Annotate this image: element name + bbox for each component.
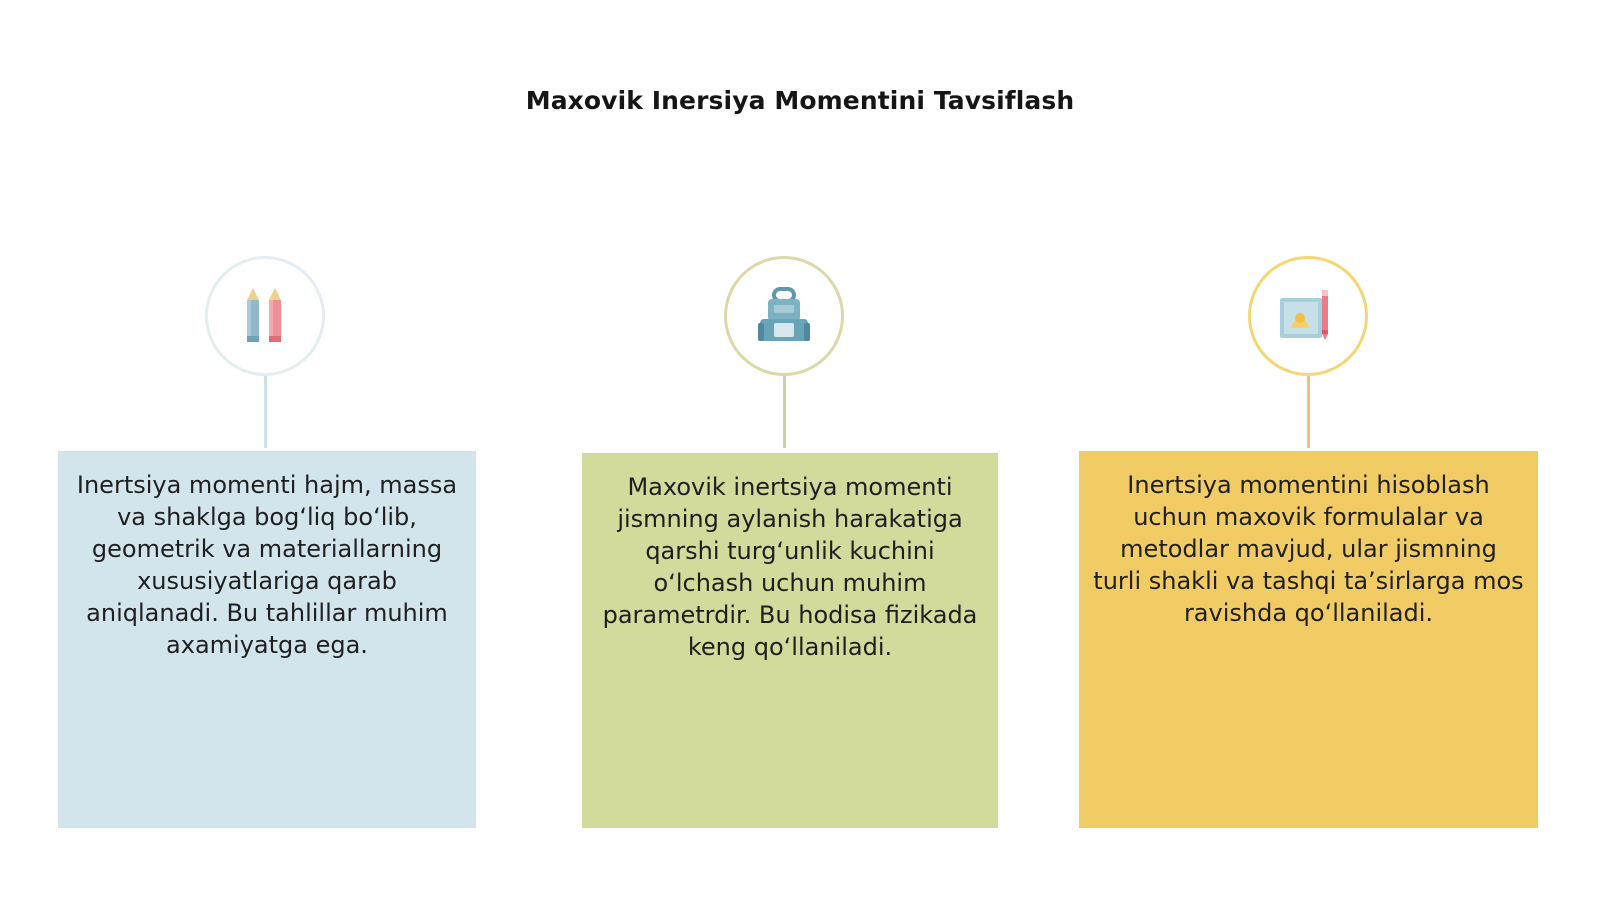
page-title: Maxovik Inersiya Momentini Tavsiflash bbox=[525, 86, 1075, 115]
connector-line-3 bbox=[1307, 376, 1310, 448]
info-card-2-text: Maxovik inertsiya momenti jismning aylanish harakatiga qarshi turg‘unlik kuchini o‘lchash uchun muhim parametrdir. Bu hodisa fizikada keng qo‘llaniladi. bbox=[602, 473, 978, 661]
info-card-3 bbox=[1079, 451, 1538, 828]
icon-circle-1 bbox=[205, 256, 325, 376]
backpack-icon bbox=[754, 285, 814, 347]
connector-line-2 bbox=[783, 376, 786, 448]
info-card-1-text: Inertsiya momenti hajm, massa va shaklga bog‘liq bo‘lib, geometrik va materiallarning xususiyatlariga qarab aniqlanadi. Bu tahlillar muhim axamiyatga ega. bbox=[76, 471, 458, 659]
info-card-1 bbox=[58, 451, 476, 828]
pencils-icon bbox=[237, 284, 293, 348]
info-card-3-text: Inertsiya momentini hisoblash uchun maxovik formulalar va metodlar mavjud, ular jismning turli shakli va tashqi ta’sirlarga mos ravishda qo‘llaniladi. bbox=[1093, 471, 1524, 627]
picture-pencil-icon bbox=[1276, 286, 1340, 346]
connector-line-1 bbox=[264, 376, 267, 448]
icon-circle-2 bbox=[724, 256, 844, 376]
icon-circle-3 bbox=[1248, 256, 1368, 376]
info-card-2 bbox=[582, 453, 998, 828]
